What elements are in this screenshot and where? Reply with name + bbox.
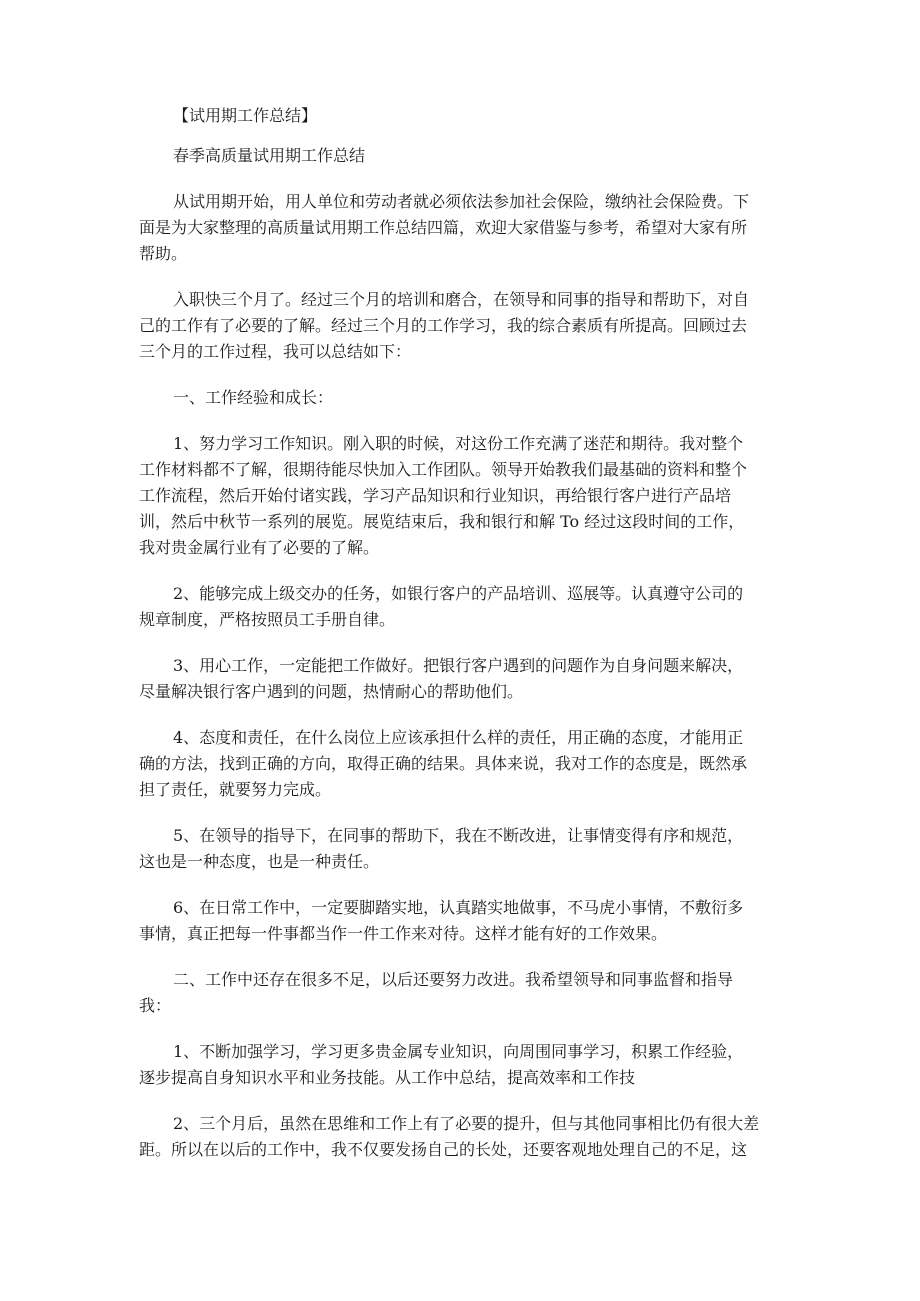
spacer — [139, 267, 793, 287]
paragraph-line: 工作材料都不了解，很期待能尽快加入工作团队。领导开始教我们最基础的资料和整个 — [139, 460, 748, 479]
paragraph-line: 2、能够完成上级交办的任务，如银行客户的产品培训、巡展等。认真遵守公司的 — [173, 584, 744, 603]
paragraph — [139, 653, 793, 705]
spacer — [139, 411, 793, 431]
spacer — [139, 875, 793, 895]
paragraph — [139, 385, 793, 411]
spacer — [139, 705, 793, 725]
paragraph-line: 3、用心工作，一定能把工作做好。把银行客户遇到的问题作为自身问题来解决， — [173, 656, 744, 675]
paragraph-line: 我对贵金属行业有了必要的了解。 — [139, 538, 380, 557]
paragraph — [139, 287, 793, 365]
paragraph-line: 面是为大家整理的高质量试用期工作总结四篇，欢迎大家借鉴与参考，希望对大家有所 — [139, 218, 748, 237]
spacer — [139, 1091, 793, 1111]
paragraph-line: 我： — [139, 996, 172, 1015]
paragraph — [139, 895, 793, 947]
paragraph-line: 三个月的工作过程，我可以总结如下： — [139, 342, 412, 361]
paragraph — [139, 189, 793, 267]
paragraph-line: 逐步提高自身知识水平和业务技能。从工作中总结，提高效率和工作技 — [139, 1068, 636, 1087]
paragraph-line: 帮助。 — [139, 244, 188, 263]
paragraph-line: 4、态度和责任，在什么岗位上应该承担什么样的责任，用正确的态度，才能用正 — [173, 728, 744, 747]
spacer — [139, 365, 793, 385]
document-subtitle: 春季高质量试用期工作总结 — [173, 146, 366, 165]
paragraph — [139, 1111, 793, 1163]
paragraph-line: 一、工作经验和成长： — [173, 388, 334, 407]
paragraph-line: 规章制度，严格按照员工手册自律。 — [139, 610, 396, 629]
paragraph-line: 二、工作中还存在很多不足，以后还要努力改进。我希望领导和同事监督和指导 — [173, 970, 734, 989]
paragraph-line: 入职快三个月了。经过三个月的培训和磨合，在领导和同事的指导和帮助下，对自 — [173, 290, 750, 309]
paragraph-line: 6、在日常工作中，一定要脚踏实地，认真踏实地做事，不马虎小事情，不敷衍多 — [173, 898, 744, 917]
paragraph — [139, 823, 793, 875]
paragraph — [139, 581, 793, 633]
paragraph-line: 1、努力学习工作知识。刚入职的时候，对这份工作充满了迷茫和期待。我对整个 — [173, 434, 744, 453]
paragraph-line: 距。所以在以后的工作中，我不仅要发扬自己的长处，还要客观地处理自己的不足，这 — [139, 1140, 748, 1159]
paragraph-line: 事情，真正把每一件事都当作一件工作来对待。这样才能有好的工作效果。 — [139, 924, 668, 943]
document-title: 【试用期工作总结】 — [173, 106, 318, 125]
paragraph — [139, 1039, 793, 1091]
spacer — [139, 633, 793, 653]
paragraph-list — [139, 189, 793, 1163]
paragraph-line: 从试用期开始，用人单位和劳动者就必须依法参加社会保险，缴纳社会保险费。下 — [173, 192, 750, 211]
spacer — [139, 561, 793, 581]
paragraph-line: 1、不断加强学习，学习更多贵金属专业知识，向周围同事学习，积累工作经验， — [173, 1042, 744, 1061]
spacer — [139, 169, 793, 189]
spacer — [139, 1019, 793, 1039]
paragraph-line: 确的方法，找到正确的方向，取得正确的结果。具体来说，我对工作的态度是，既然承 — [139, 754, 748, 773]
spacer — [139, 803, 793, 823]
paragraph-line: 工作流程，然后开始付诸实践，学习产品知识和行业知识，再给银行客户进行产品培 — [139, 486, 732, 505]
paragraph — [139, 967, 793, 1019]
paragraph-line: 己的工作有了必要的了解。经过三个月的工作学习，我的综合素质有所提高。回顾过去 — [139, 316, 748, 335]
spacer — [139, 129, 793, 143]
paragraph-line: 2、三个月后，虽然在思维和工作上有了必要的提升，但与其他同事相比仍有很大差 — [173, 1114, 760, 1133]
paragraph-line: 尽量解决银行客户遇到的问题，热情耐心的帮助他们。 — [139, 682, 524, 701]
paragraph — [139, 725, 793, 803]
paragraph — [139, 431, 793, 561]
paragraph-line: 5、在领导的指导下，在同事的帮助下，我在不断改进，让事情变得有序和规范， — [173, 826, 744, 845]
paragraph-line: 担了责任，就要努力完成。 — [139, 780, 332, 799]
document-body — [139, 103, 793, 1163]
paragraph-line: 训，然后中秋节一系列的展览。展览结束后，我和银行和解 To 经过这段时间的工作， — [139, 512, 745, 531]
spacer — [139, 947, 793, 967]
paragraph-line: 这也是一种态度，也是一种责任。 — [139, 852, 380, 871]
